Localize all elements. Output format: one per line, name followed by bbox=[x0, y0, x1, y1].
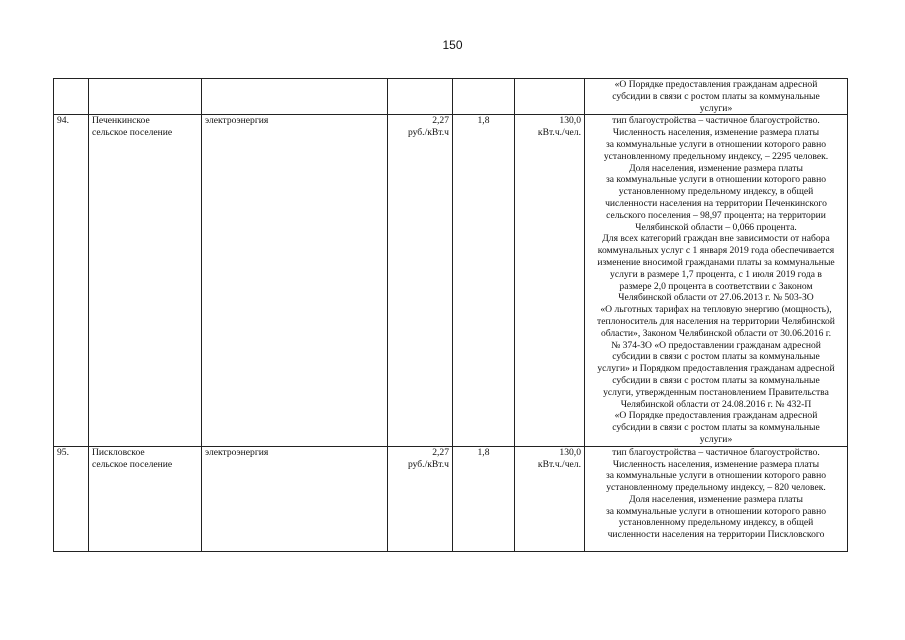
description-line: «О Порядке предоставления гражданам адресной bbox=[614, 410, 818, 422]
description-line: размере 2,0 процента в соответствии с Законом bbox=[619, 280, 813, 292]
description-line: численности населения на территории Печенкинского bbox=[605, 197, 827, 209]
settlement-name-line: сельское поселение bbox=[92, 127, 173, 139]
table-row bbox=[54, 115, 848, 446]
tariff-line: 2,27 bbox=[432, 446, 449, 458]
settlement-name bbox=[89, 115, 202, 446]
description-line: Челябинской области от 27.06.2013 г. № 503-ЗО bbox=[618, 292, 814, 304]
cell-description bbox=[585, 115, 848, 446]
description-line: установленному предельному индексу, в общей bbox=[618, 186, 814, 198]
cell-index bbox=[453, 79, 515, 115]
row-number: 95. bbox=[54, 446, 89, 551]
cell-description bbox=[585, 446, 848, 551]
description-line: теплоноситель для населения на территории Челябинской bbox=[597, 315, 835, 327]
index-value: 1,8 bbox=[453, 446, 515, 551]
description-line: услуги, утвержденным постановлением Правительства bbox=[603, 386, 829, 398]
description-line: установленному предельному индексу, в общей bbox=[618, 517, 814, 529]
description-line: коммунальных услуг с 1 января 2019 года обеспечивается bbox=[597, 245, 835, 257]
description-line: за коммунальные услуги в отношении которого равно bbox=[605, 470, 827, 482]
description-line: Доля населения, изменение размера платы bbox=[629, 162, 803, 174]
norm-line: кВт.ч./чел. bbox=[537, 458, 581, 470]
settlement-name bbox=[89, 446, 202, 551]
norm-value bbox=[515, 446, 585, 551]
settlement-name-line: сельское поселение bbox=[92, 458, 173, 470]
page-number: 150 bbox=[442, 38, 463, 52]
description-line: Численность населения, изменение размера платы bbox=[612, 458, 820, 470]
description-line: услуги в размере 1,7 процента, с 1 июля 2019 года в bbox=[610, 268, 822, 280]
description-line: «О Порядке предоставления гражданам адресной bbox=[614, 79, 818, 90]
norm-line: 130,0 bbox=[559, 115, 581, 127]
description-line: субсидии в связи с ростом платы за коммунальные bbox=[612, 374, 820, 386]
tariff-line: руб./кВт.ч bbox=[407, 458, 449, 470]
norm-value bbox=[515, 115, 585, 446]
description-line: № 374-ЗО «О предоставлении гражданам адресной bbox=[611, 339, 821, 351]
tariff-table bbox=[53, 78, 848, 552]
description-line: сельского поселения – 98,97 процента; на территории bbox=[606, 209, 826, 221]
tariff-value bbox=[388, 115, 453, 446]
tariff-line: 2,27 bbox=[432, 115, 449, 127]
description-line: за коммунальные услуги в отношении которого равно bbox=[605, 174, 827, 186]
description-line: субсидии в связи с ростом платы за коммунальные bbox=[612, 90, 820, 102]
description-line: Доля населения, изменение размера платы bbox=[629, 493, 803, 505]
table-row-continuation bbox=[54, 79, 848, 115]
cell-name bbox=[89, 79, 202, 115]
description-line: численности населения на территории Пискловского bbox=[607, 529, 825, 541]
description-line: изменение вносимой гражданами платы за коммунальные bbox=[597, 256, 835, 268]
norm-line: кВт.ч./чел. bbox=[537, 127, 581, 139]
description-line: Для всех категорий граждан вне зависимости от набора bbox=[602, 233, 830, 245]
cell-num bbox=[54, 79, 89, 115]
cell-tariff bbox=[388, 79, 453, 115]
tariff-line: руб./кВт.ч bbox=[407, 127, 449, 139]
row-number: 94. bbox=[54, 115, 89, 446]
description-line: услуги» bbox=[699, 433, 733, 445]
description-line: услуги» bbox=[699, 102, 733, 114]
description-line: Челябинской области от 24.08.2016 г. № 432-П bbox=[620, 398, 812, 410]
description-line: тип благоустройства – частичное благоустройство. bbox=[612, 446, 820, 458]
description-line: за коммунальные услуги в отношении которого равно bbox=[605, 505, 827, 517]
description-line: субсидии в связи с ростом платы за коммунальные bbox=[612, 351, 820, 363]
norm-line: 130,0 bbox=[559, 446, 581, 458]
tariff-value bbox=[388, 446, 453, 551]
resource-type: электроэнергия bbox=[202, 446, 388, 551]
index-value: 1,8 bbox=[453, 115, 515, 446]
cell-description bbox=[585, 79, 848, 115]
description-line: Численность населения, изменение размера платы bbox=[612, 127, 820, 139]
description-line: установленному предельному индексу, – 820 человек. bbox=[606, 482, 826, 494]
description-line: субсидии в связи с ростом платы за коммунальные bbox=[612, 422, 820, 434]
settlement-name-line: Пискловское bbox=[92, 446, 145, 458]
description-line: тип благоустройства – частичное благоустройство. bbox=[612, 115, 820, 127]
description-line: установленному предельному индексу, – 2295 человек. bbox=[603, 150, 829, 162]
cell-norm bbox=[515, 79, 585, 115]
description-line: «О льготных тарифах на тепловую энергию (мощность), bbox=[600, 304, 832, 316]
settlement-name-line: Печенкинское bbox=[92, 115, 150, 127]
table-row bbox=[54, 446, 848, 551]
resource-type: электроэнергия bbox=[202, 115, 388, 446]
cell-resource bbox=[202, 79, 388, 115]
description-line: Челябинской области – 0,066 процента. bbox=[635, 221, 797, 233]
description-line: области», Законом Челябинской области от 30.06.2016 г. bbox=[600, 327, 832, 339]
description-line: услуги» и Порядком предоставления гражданам адресной bbox=[597, 363, 835, 375]
description-line: за коммунальные услуги в отношении которого равно bbox=[605, 138, 827, 150]
